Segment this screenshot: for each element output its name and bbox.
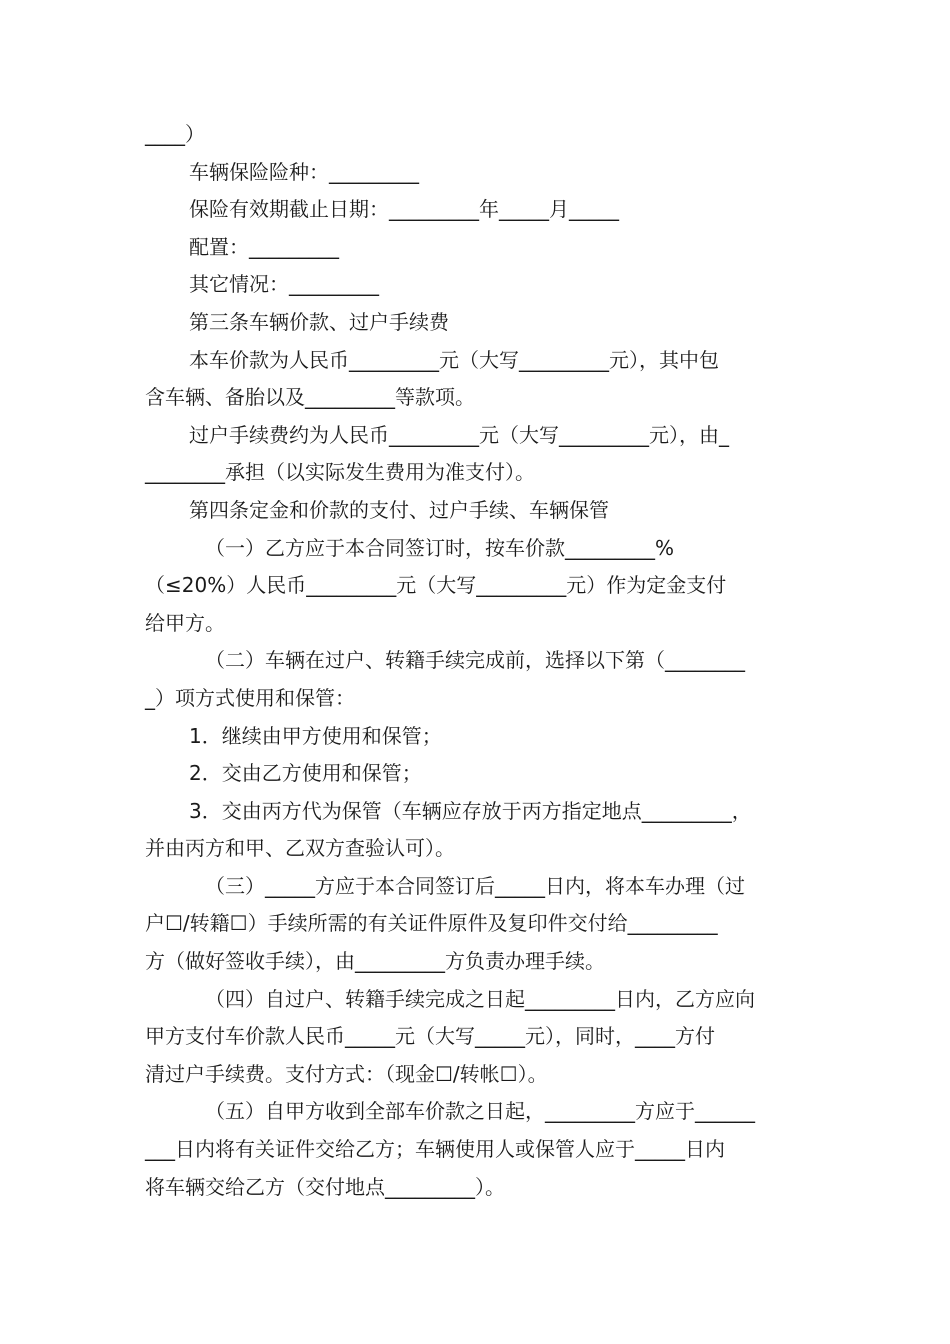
clause-4-line-cont: 甲方支付车价款人民币_____元（大写_____元），同时，____方付 <box>145 1024 715 1049</box>
transfer-fee-line: 过户手续费约为人民币_________元（大写_________元），由_ <box>189 422 729 447</box>
clause-3-line-cont: 户☐/转籍☐）手续所需的有关证件原件及复印件交付给_________ <box>145 911 718 936</box>
clause-4-line-end: 清过户手续费。支付方式：（现金☐/转帐☐）。 <box>145 1061 548 1086</box>
option-1-line: 1．继续由甲方使用和保管； <box>189 723 442 748</box>
transfer-fee-line-cont: ________承担（以实际发生费用为准支付）。 <box>145 460 535 485</box>
other-conditions-line: 其它情况：_________ <box>189 272 379 297</box>
vehicle-price-line-cont: 含车辆、备胎以及_________等款项。 <box>145 385 475 410</box>
clause-1-line-cont: （≤20%）人民币_________元（大写_________元）作为定金支付 <box>145 573 727 598</box>
insurance-expiry-line: 保险有效期截止日期：_________年_____月_____ <box>189 197 619 222</box>
clause-5-line: （五）自甲方收到全部车价款之日起，_________方应于______ <box>205 1099 755 1124</box>
clause-3-line-end: 方（做好签收手续），由_________方负责办理手续。 <box>145 949 605 974</box>
vehicle-price-line: 本车价款为人民币_________元（大写_________元），其中包 <box>189 347 719 372</box>
clause-3-line: （三）_____方应于本合同签订后_____日内，将本车办理（过 <box>205 873 745 898</box>
configuration-line: 配置：_________ <box>189 234 339 259</box>
option-3-line: 3．交由丙方代为保管（车辆应存放于丙方指定地点_________， <box>189 798 752 823</box>
clause-2-line: （二）车辆在过户、转籍手续完成前，选择以下第（________ <box>205 648 745 673</box>
clause-1-line-end: 给甲方。 <box>145 610 225 635</box>
insurance-type-line: 车辆保险险种：_________ <box>189 159 419 184</box>
clause-5-line-end: 将车辆交给乙方（交付地点_________）。 <box>145 1174 505 1199</box>
clause-2-line-cont: _）项方式使用和保管： <box>145 685 355 710</box>
clause-4-line: （四）自过户、转籍手续完成之日起_________日内，乙方应向 <box>205 986 755 1011</box>
clause-5-line-cont: ___日内将有关证件交给乙方；车辆使用人或保管人应于_____日内 <box>145 1137 725 1162</box>
option-3-line-cont: 并由丙方和甲、乙双方查验认可）。 <box>145 836 455 861</box>
text-line: ____） <box>145 122 205 146</box>
article-3-heading: 第三条车辆价款、过户手续费 <box>189 309 449 334</box>
contract-page <box>145 116 807 1206</box>
clause-1-line: （一）乙方应于本合同签订时，按车价款_________% <box>205 535 675 560</box>
option-2-line: 2．交由乙方使用和保管； <box>189 761 422 786</box>
article-4-heading: 第四条定金和价款的支付、过户手续、车辆保管 <box>189 497 609 522</box>
